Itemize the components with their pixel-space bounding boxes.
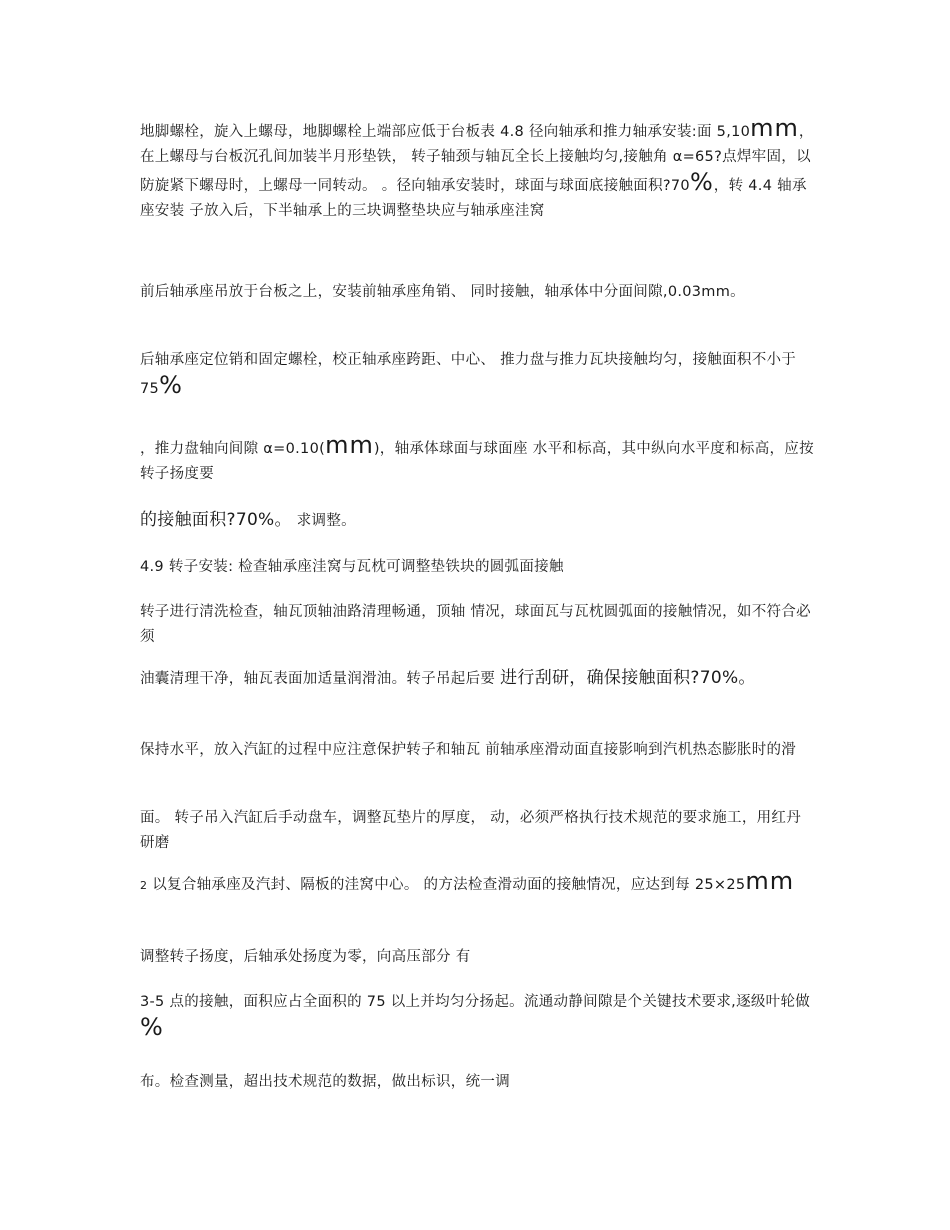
unit-mm-large: mm (750, 114, 799, 142)
text-run: 调整转子扬度，后轴承处扬度为零，向高压部分 有 (140, 949, 471, 965)
text-run: 3-5 点的接触，面积应占全面积的 75 以上并均匀分扬起。流通动静间隙是个关键技术要求,逐级叶轮做 (140, 994, 811, 1010)
paragraph-10 (140, 806, 815, 856)
paragraph-3 (140, 348, 815, 402)
text-run: 保持水平，放入汽缸的过程中应注意保护转子和轴瓦 前轴承座滑动面直接影响到汽机热态膨胀时的滑 (140, 742, 797, 758)
text-run: 求调整。 (291, 513, 356, 529)
paragraph-8 (140, 666, 815, 692)
text-run: 地脚螺栓，旋入上螺母，地脚螺栓上端部应低于台板表 4.8 径向轴承和推力轴承安装:面 5,10 (140, 124, 751, 140)
percent-large: % (689, 168, 714, 196)
paragraph-5 (140, 508, 815, 534)
text-run: 以复合轴承座及汽封、隔板的洼窝中心。 的方法检查滑动面的接触情况，应达到每 25×25 (147, 877, 746, 893)
text-run-large: 进行刮研，确保接触面积?70%。 (500, 668, 756, 688)
text-run: ，转 4.4 轴承座安装 子放入后，下半轴承上的三块调整垫块应与轴承座洼窝 (140, 178, 807, 219)
text-run: 油囊清理干净，轴瓦表面加适量润滑油。转子吊起后要 (140, 671, 501, 687)
text-run: 4.9 转子安装: 检查轴承座洼窝与瓦枕可调整垫铁块的圆弧面接触 (140, 559, 564, 575)
paragraph-9 (140, 738, 815, 763)
paragraph-2 (140, 280, 815, 305)
text-run-large: 的接触面积?70%。 (140, 510, 292, 530)
paragraph-14 (140, 1070, 815, 1095)
unit-mm-large: mm (325, 431, 374, 459)
paragraph-11 (140, 869, 815, 898)
paragraph-7 (140, 600, 815, 650)
text-run: 转子进行清洗检查，轴瓦顶轴油路清理畅通，顶轴 情况，球面瓦与瓦枕圆弧面的接触情况，如不符合必须 (140, 604, 811, 645)
section-heading-4-9 (140, 555, 815, 580)
text-run: ，推力盘轴向间隙 α=0.10( (140, 441, 326, 457)
small-number: 2 (140, 879, 148, 892)
paragraph-1 (140, 116, 815, 224)
text-run: )，轴承体球面与球面座 水平和标高，其中纵向水平度和标高，应按转子扬度要 (140, 441, 814, 482)
percent-large: % (159, 371, 183, 399)
text-run: 面。 转子吊入汽缸后手动盘车，调整瓦垫片的厚度， 动，必须严格执行技术规范的要求施工，用红丹研磨 (140, 810, 802, 851)
paragraph-12 (140, 945, 815, 970)
unit-mm-large: mm (745, 867, 795, 895)
text-run: 后轴承座定位销和固定螺栓，校正轴承座跨距、中心、 推力盘与推力瓦块接触均匀，接触面积不小于 75 (140, 352, 797, 397)
paragraph-13 (140, 990, 815, 1044)
text-run: 布。检查测量，超出技术规范的数据，做出标识，统一调 (140, 1074, 510, 1090)
percent-large: % (140, 1013, 164, 1041)
text-run: 前后轴承座吊放于台板之上，安装前轴承座角销、 同时接触，轴承体中分面间隙,0.03mm。 (140, 284, 745, 300)
paragraph-4 (140, 433, 815, 487)
text-run: ，在上螺母与台板沉孔间加装半月形垫铁， 转子轴颈与轴瓦全长上接触均匀,接触角 α=65?点焊牢固，以防旋紧下螺母时，上螺母一同转动。 。径向轴承安装时，球面与球面底接触面积?70 (140, 124, 814, 194)
